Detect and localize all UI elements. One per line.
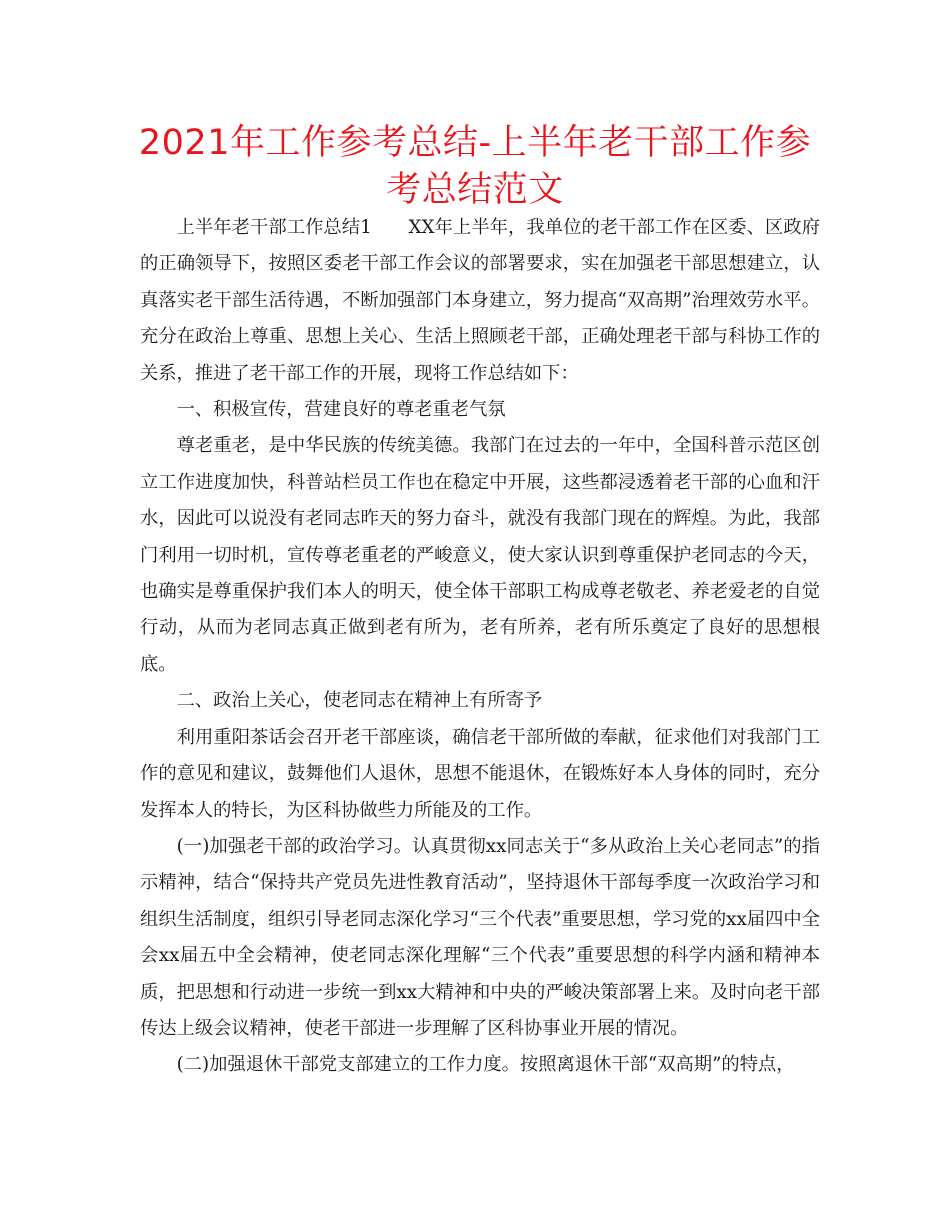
paragraph-subsection-2: (二)加强退休干部党支部建立的工作力度。按照离退休干部“双高期”的特点， (176, 1054, 795, 1076)
section-heading-1: 一、积极宣传，营建良好的尊老重老气氛 (176, 399, 506, 421)
section-heading-2: 二、政治上关心，使老同志在精神上有所寄予 (176, 690, 543, 712)
paragraph-subsection-1: (一)加强老干部的政治学习。认真贯彻xx同志关于“多从政治上关心老同志”的指示精神，结合“保持共产党员先进性教育活动”，坚持退休干部每季度一次政治学习和组织生活制度，组织引导老同志深化学习“三个代表”重要思想，学习党的xx届四中全会xx届五中全会精神，使老同志深化理解“三个代表”重要思想的科学内涵和精神本质，把思想和行动进一步统一到xx大精神和中央的严峻决策部署上来。及时向老干部传达上级会议精神，使老干部进一步理解了区科协事业开展的情况。 (140, 835, 820, 1039)
paragraph-section-2: 利用重阳茶话会召开老干部座谈，确信老干部所做的奉献，征求他们对我部门工作的意见和建议，鼓舞他们人退休，思想不能退休，在锻炼好本人身体的同时，充分发挥本人的特长，为区科协做些力所能及的工作。 (140, 726, 820, 821)
document-title: 2021年工作参考总结-上半年老干部工作参考总结范文 (138, 123, 812, 210)
paragraph-section-1: 尊老重老，是中华民族的传统美德。我部门在过去的一年中，全国科普示范区创立工作进度加快，科普站栏员工作也在稳定中开展，这些都浸透着老干部的心血和汗水，因此可以说没有老同志昨天的努力奋斗，就没有我部门现在的辉煌。为此，我部门利用一切时机，宣传尊老重老的严峻意义，使大家认识到尊重保护老同志的今天，也确实是尊重保护我们本人的明天，使全体干部职工构成尊老敬老、养老爱老的自觉行动，从而为老同志真正做到老有所为，老有所养，老有所乐奠定了良好的思想根底。 (140, 435, 820, 675)
document-body (140, 210, 820, 1084)
paragraph-intro: 上半年老干部工作总结1 XX年上半年，我单位的老干部工作在区委、区政府的正确领导下，按照区委老干部工作会议的部署要求，实在加强老干部思想建立，认真落实老干部生活待遇，不断加强部门本身建立，努力提高“双高期”治理效劳水平。充分在政治上尊重、思想上关心、生活上照顾老干部，正确处理老干部与科协工作的关系，推进了老干部工作的开展，现将工作总结如下： (140, 217, 820, 384)
